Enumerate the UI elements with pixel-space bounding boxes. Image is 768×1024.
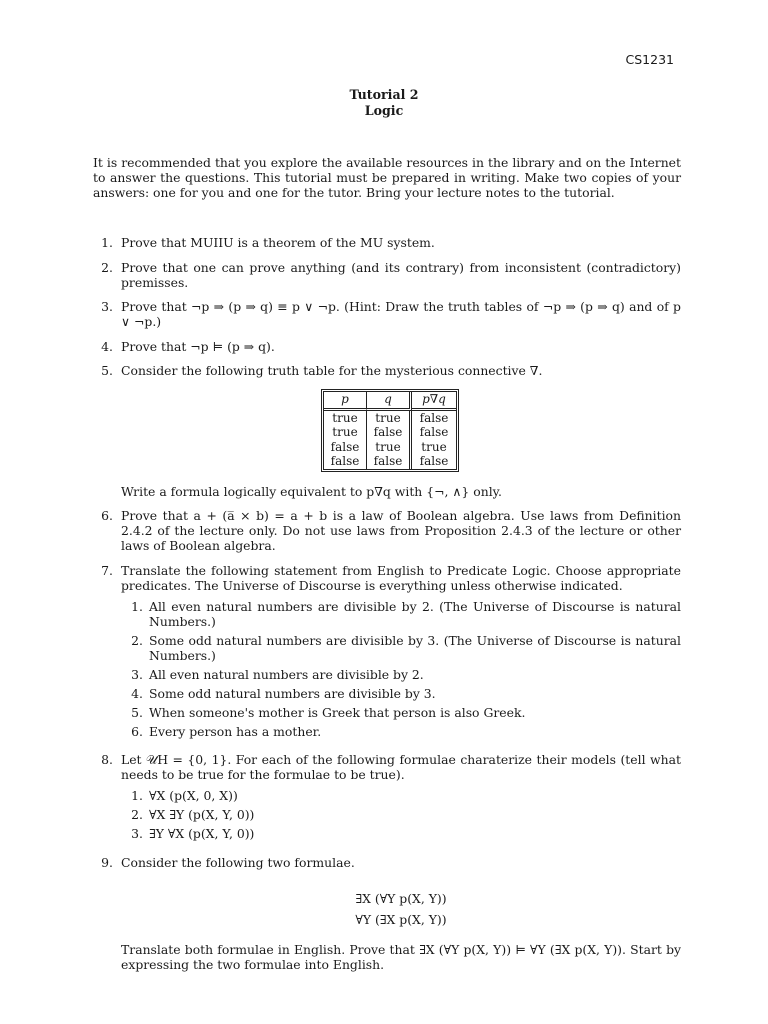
sub-item-number: 6. <box>131 723 143 739</box>
display-formula: ∀Y (∃X p(X, Y)) <box>355 911 447 927</box>
list-item <box>121 788 681 803</box>
question-text: Translate the following statement from English to Predicate Logic. Choose appropriate predicates. The Universe of Discourse is everything unless otherwise indicated. <box>121 562 681 593</box>
question-text: Prove that ¬p ⇒ (p ⇒ q) ≡ p ∨ ¬p. (Hint: Draw the truth tables of ¬p ⇒ (p ⇒ q) and of p ∨ ¬p.) <box>121 299 681 329</box>
table-cell: false <box>367 425 412 440</box>
header-cell: q <box>367 392 412 411</box>
header-cell: p∇q <box>412 392 456 411</box>
list-item <box>121 807 681 822</box>
table-cell: true <box>324 425 367 440</box>
sub-item-number: 3. <box>131 666 143 682</box>
question-text: Let 𝒰H = {0, 1}. For each of the following formulae charaterize their models (tell what needs to be true for the formulae to be true). <box>121 752 681 782</box>
sub-item-text: Some odd natural numbers are divisible by 3. (The Universe of Discourse is natural Numbers.) <box>149 632 681 663</box>
intro-paragraph: It is recommended that you explore the available resources in the library and on the Internet to answer the questions. This tutorial must be prepared in writing. Make two copies of your answers: one for you and one for the tutor. Bring your lecture notes to the tutorial. <box>93 155 681 200</box>
sub-item-text: Every person has a mother. <box>149 723 322 739</box>
table-row <box>324 425 456 440</box>
question-1 <box>93 235 681 250</box>
question-number: 7. <box>101 562 113 578</box>
table-cell: true <box>324 411 367 426</box>
table-row <box>324 411 456 426</box>
question-list <box>93 235 681 981</box>
sub-item-number: 2. <box>131 632 143 648</box>
sub-item-text: When someone's mother is Greek that person is also Greek. <box>149 704 526 720</box>
question-text: Prove that MUIIU is a theorem of the MU system. <box>121 235 435 250</box>
question-7 <box>93 563 681 743</box>
question-text: Prove that ¬p ⊨ (p ⇒ q). <box>121 338 275 354</box>
question-number: 4. <box>101 338 113 354</box>
list-item <box>121 686 681 701</box>
sub-item-text: All even natural numbers are divisible by 2. (The Universe of Discourse is natural Numbers.) <box>149 598 681 629</box>
question-followup: Translate both formulae in English. Prove that ∃X (∀Y p(X, Y)) ⊨ ∀Y (∃X p(X, Y)). Start by expressing the two formulae into English. <box>121 941 681 972</box>
sub-item-text: All even natural numbers are divisible by 2. <box>149 666 424 682</box>
question-number: 1. <box>101 235 113 250</box>
question-number: 9. <box>101 854 113 870</box>
table-cell: false <box>367 454 412 469</box>
truth-table-header <box>324 392 456 411</box>
table-cell: true <box>421 439 447 454</box>
question-6 <box>93 508 681 553</box>
list-item <box>121 724 681 739</box>
question-3 <box>93 299 681 329</box>
page-title <box>0 87 768 119</box>
display-formulae <box>121 888 681 930</box>
sub-item-number: 3. <box>131 826 143 841</box>
sub-item-number: 1. <box>131 788 143 803</box>
sub-item-text: Some odd natural numbers are divisible by 3. <box>149 685 436 701</box>
list-item <box>121 705 681 720</box>
table-cell: false <box>419 454 449 468</box>
question-text: Prove that a + (a̅ × b) = a + b is a law of Boolean algebra. Use laws from Definition 2.4.2 of the lecture only. Do not use laws from Proposition 2.4.3 of the lecture or other laws of Boolean algebra. <box>121 508 681 553</box>
question-text: Prove that one can prove anything (and its contrary) from inconsistent (contradictory) premisses. <box>121 259 681 290</box>
question-text: Consider the following truth table for the mysterious connective ∇. <box>121 363 543 378</box>
table-cell: true <box>367 440 412 455</box>
question-9 <box>93 855 681 972</box>
table-row <box>324 440 456 455</box>
table-cell: true <box>367 411 412 426</box>
table-cell: false <box>419 410 449 425</box>
table-cell: false <box>324 454 367 469</box>
truth-table <box>321 389 459 472</box>
sub-item-number: 1. <box>131 598 143 614</box>
question-5 <box>93 363 681 499</box>
title-line-1: Tutorial 2 <box>349 87 419 102</box>
display-formula: ∃X (∀Y p(X, Y)) <box>355 890 447 906</box>
question-followup: Write a formula logically equivalent to p∇q with {¬, ∧} only. <box>121 483 502 499</box>
table-cell: false <box>324 440 367 455</box>
sub-item-list <box>121 788 681 841</box>
title-line-2: Logic <box>364 103 404 118</box>
table-cell: false <box>419 425 449 439</box>
question-number: 2. <box>101 259 113 275</box>
question-4 <box>93 339 681 354</box>
sub-item-number: 5. <box>131 704 143 720</box>
question-number: 6. <box>101 508 113 523</box>
list-item <box>121 599 681 629</box>
sub-item-number: 2. <box>131 807 143 822</box>
list-item <box>121 667 681 682</box>
question-text: Consider the following two formulae. <box>121 854 355 870</box>
question-number: 3. <box>101 299 113 314</box>
formula-text: ∀X (p(X, 0, X)) <box>149 788 238 803</box>
question-number: 8. <box>101 752 113 767</box>
header-cell: p <box>324 392 367 411</box>
sub-item-number: 4. <box>131 685 143 701</box>
table-row <box>324 454 456 469</box>
formula-text: ∀X ∃Y (p(X, Y, 0)) <box>149 807 255 822</box>
formula-text: ∃Y ∀X (p(X, Y, 0)) <box>149 826 255 841</box>
course-code: CS1231 <box>625 52 674 67</box>
list-item <box>121 826 681 841</box>
question-8 <box>93 752 681 845</box>
question-2 <box>93 260 681 290</box>
question-number: 5. <box>101 363 113 378</box>
sub-item-list <box>121 599 681 739</box>
list-item <box>121 633 681 663</box>
